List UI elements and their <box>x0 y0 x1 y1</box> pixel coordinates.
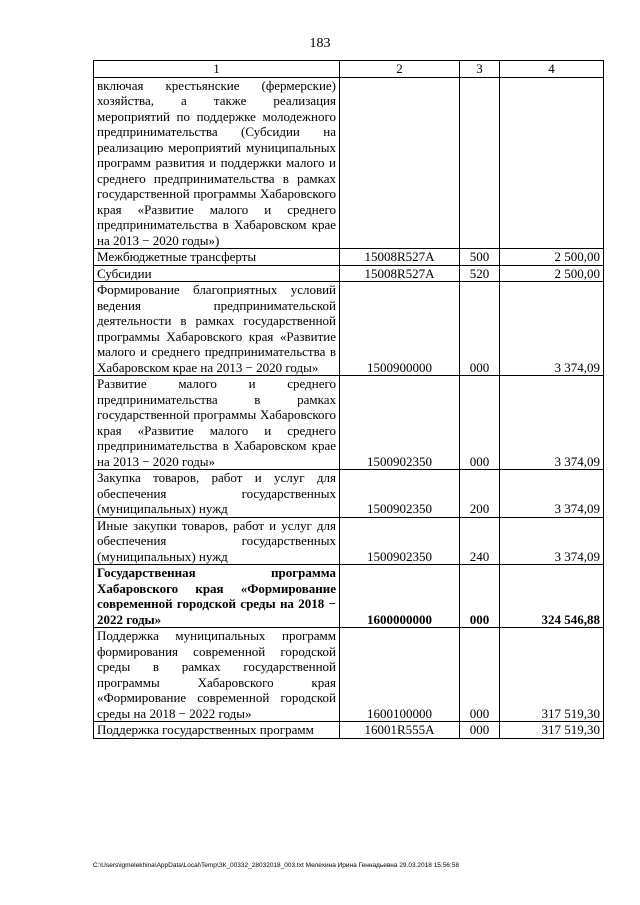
row-type-cell: 200 <box>460 470 500 518</box>
table-row <box>94 249 604 266</box>
row-amount-cell: 2 500,00 <box>500 265 604 282</box>
row-name-cell: Поддержка муниципальных программ формирования современной городской среды в рамках государственной программы Хабаровского края «Формирование современной городской среды на 2018 − 2022 годы» <box>94 628 340 722</box>
row-type-cell: 000 <box>460 282 500 376</box>
row-amount-cell: 317 519,30 <box>500 628 604 722</box>
row-amount-cell: 3 374,09 <box>500 470 604 518</box>
row-code-cell: 1500902350 <box>340 470 460 518</box>
row-amount-cell: 2 500,00 <box>500 249 604 266</box>
row-name-cell: Поддержка государственных программ <box>94 722 340 739</box>
row-amount-cell: 324 546,88 <box>500 565 604 628</box>
row-type-cell: 520 <box>460 265 500 282</box>
row-type-cell: 000 <box>460 722 500 739</box>
row-name-cell: Развитие малого и среднего предпринимательства в рамках государственной программы Хабаровского края «Развитие малого и среднего предпринимательства в Хабаровском крае на 2013 − 2020 годы» <box>94 376 340 470</box>
page-number: 183 <box>309 36 331 51</box>
table-row <box>94 282 604 376</box>
table-row <box>94 376 604 470</box>
row-amount-cell: 3 374,09 <box>500 282 604 376</box>
row-amount-cell: 317 519,30 <box>500 722 604 739</box>
table-header-row <box>94 61 604 78</box>
budget-table <box>93 60 604 739</box>
row-name-cell: Государственная программа Хабаровского края «Формирование современной городской среды на 2018 − 2022 годы» <box>94 565 340 628</box>
row-type-cell: 500 <box>460 249 500 266</box>
row-code-cell: 1500900000 <box>340 282 460 376</box>
row-code-cell <box>340 77 460 249</box>
row-amount-cell <box>500 77 604 249</box>
column-header-3: 3 <box>460 61 500 78</box>
row-code-cell: 16001R555A <box>340 722 460 739</box>
row-code-cell: 15008R527A <box>340 249 460 266</box>
row-type-cell: 000 <box>460 376 500 470</box>
column-header-1: 1 <box>94 61 340 78</box>
row-code-cell: 1600100000 <box>340 628 460 722</box>
column-header-4: 4 <box>500 61 604 78</box>
row-code-cell: 1500902350 <box>340 376 460 470</box>
row-name-cell: Закупка товаров, работ и услуг для обеспечения государственных (муниципальных) нужд <box>94 470 340 518</box>
table-row <box>94 265 604 282</box>
table-row <box>94 517 604 565</box>
row-name-cell: включая крестьянские (фермерские) хозяйства, а также реализация мероприятий по поддержке молодежного предпринимательства (Субсидии на реализацию мероприятий муниципальных программ развития и поддержки малого и среднего предпринимательства в рамках государственной программы Хабаровского края «Развитие малого и среднего предпринимательства в Хабаровском крае на 2013 − 2020 годы») <box>94 77 340 249</box>
table-row <box>94 565 604 628</box>
row-code-cell: 1500902350 <box>340 517 460 565</box>
row-type-cell <box>460 77 500 249</box>
column-header-2: 2 <box>340 61 460 78</box>
row-name-cell: Формирование благоприятных условий ведения предпринимательской деятельности в рамках государственной программы Хабаровского края «Развитие малого и среднего предпринимательства в Хабаровском крае на 2013 − 2020 годы» <box>94 282 340 376</box>
row-name-cell: Субсидии <box>94 265 340 282</box>
table-row <box>94 470 604 518</box>
row-code-cell: 1600000000 <box>340 565 460 628</box>
row-name-cell: Межбюджетные трансферты <box>94 249 340 266</box>
row-type-cell: 000 <box>460 565 500 628</box>
table-row <box>94 77 604 249</box>
row-name-cell: Иные закупки товаров, работ и услуг для обеспечения государственных (муниципальных) нужд <box>94 517 340 565</box>
row-type-cell: 240 <box>460 517 500 565</box>
table-row <box>94 628 604 722</box>
row-amount-cell: 3 374,09 <box>500 517 604 565</box>
row-amount-cell: 3 374,09 <box>500 376 604 470</box>
table-row <box>94 722 604 739</box>
row-code-cell: 15008R527A <box>340 265 460 282</box>
row-type-cell: 000 <box>460 628 500 722</box>
file-path-footer: C:\Users\igmelekhina\AppData\Local\Temp\ЗК_00332_28032018_003.txt Мелехина Ирина Геннадьевна 29.03.2018 15:56:58 <box>93 862 459 869</box>
